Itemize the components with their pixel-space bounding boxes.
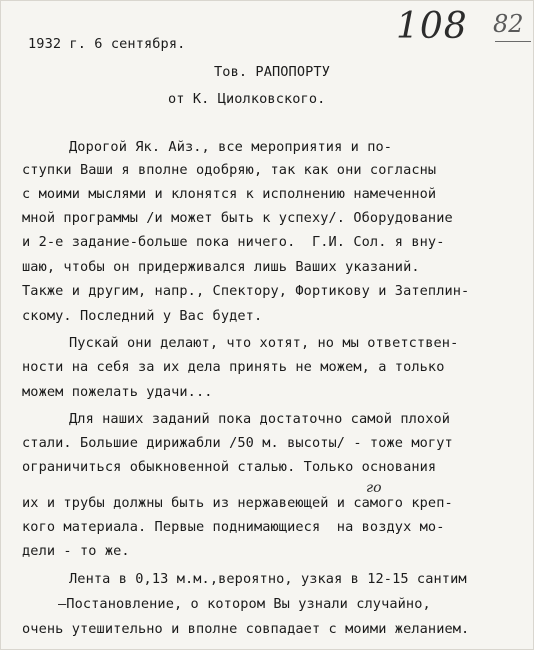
text-line: с моими мыслями и клонятся к исполнению намеченной <box>22 186 437 202</box>
text-line: мной программы /и может быть к успеху/. Оборудование <box>22 210 453 226</box>
text-line: Для наших заданий пока достаточно самой плохой <box>69 411 451 427</box>
letter-sender: от К. Циолковского. <box>168 91 326 107</box>
text-line: шаю, чтобы он придерживался лишь Ваших указаний. <box>22 259 420 275</box>
letter-date: 1932 г. 6 сентября. <box>28 36 186 52</box>
text-line: кого материала. Первые поднимающиеся на воздух мо- <box>22 519 445 535</box>
text-line: Также и другим, напр., Спектору, Фортикову и Затеплин- <box>22 283 470 299</box>
text-line: их и трубы должны быть из нержавеющей и самого креп- <box>22 495 453 511</box>
text-line: можем пожелать удачи... <box>22 384 213 400</box>
text-line: и 2-е задание-больше пока ничего. Г.И. Сол. я вну- <box>22 234 445 250</box>
text-line: дели - то же. <box>22 543 130 559</box>
text-line: ности на себя за их дела принять не можем, а только <box>22 359 445 375</box>
text-line: ограничиться обыкновенной сталью. Только основания <box>22 459 437 475</box>
text-line: —Постановление, о котором Вы узнали случайно, <box>58 596 431 612</box>
page-number-underline <box>495 41 531 42</box>
text-line: ступки Ваши я вполне одобряю, так как они согласны <box>22 162 437 178</box>
text-line: очень утешительно и вполне совпадает с моими желанием. <box>22 621 470 637</box>
text-line: Дорогой Як. Айз., все мероприятия и по- <box>69 139 393 155</box>
text-line: Лента в 0,13 м.м.,вероятно, узкая в 12-15 сантим <box>69 571 467 587</box>
text-line: Пускай они делают, что хотят, но мы ответствен- <box>69 335 459 351</box>
letter-addressee: Тов. РАПОПОРТУ <box>214 64 330 80</box>
handwritten-page-number: 82 <box>493 10 524 38</box>
handwritten-insertion: го <box>366 480 382 496</box>
text-line: скому. Последний у Вас будет. <box>22 308 263 324</box>
text-line: стали. Большие дирижабли /50 м. высоты/ - тоже могут <box>22 435 453 451</box>
handwritten-archive-number: 108 <box>396 6 468 47</box>
